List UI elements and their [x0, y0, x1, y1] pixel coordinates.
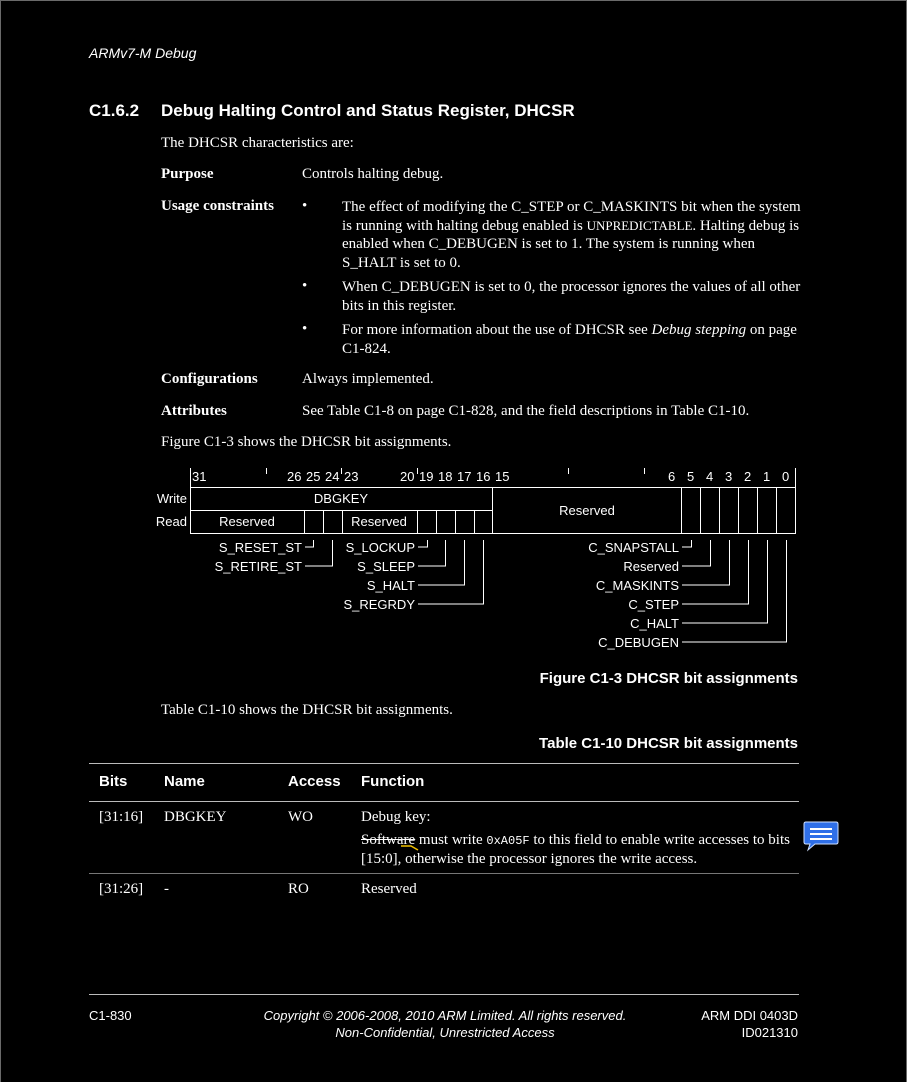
footer-issue: ID021310: [741, 1025, 798, 1040]
label-s-reset-st: S_RESET_ST: [218, 540, 302, 555]
bullet-1: •: [302, 198, 308, 214]
row1-function-title: Debug key:: [361, 809, 431, 825]
row2-access: RO: [288, 881, 309, 897]
table-reference: Table C1-10 shows the DHCSR bit assignments.: [161, 702, 453, 718]
label-c-debugen: C_DEBUGEN: [598, 635, 679, 650]
bit-num-25: 25: [306, 469, 321, 484]
label-c-step: C_STEP: [628, 597, 679, 612]
struck-word: Software: [361, 832, 416, 848]
row2-name: -: [164, 881, 169, 897]
running-header: ARMv7-M Debug: [89, 45, 197, 61]
row2-bits: [31:26]: [99, 881, 144, 897]
attributes-label: Attributes: [161, 403, 227, 419]
footer-copyright: Copyright © 2006-2008, 2010 ARM Limited. All rights reserved.: [263, 1008, 627, 1023]
bit-num-16: 16: [476, 469, 491, 484]
bullet-3: •: [302, 321, 308, 337]
label-s-regrdy: S_REGRDY: [343, 597, 415, 612]
read-row-label: Read: [155, 514, 187, 529]
label-c-snapstall: C_SNAPSTALL: [588, 540, 679, 555]
label-c-maskints: C_MASKINTS: [595, 578, 679, 593]
footer-access: Non-Confidential, Unrestricted Access: [335, 1025, 555, 1040]
row1-name: DBGKEY: [164, 809, 227, 825]
table-caption: Table C1-10 DHCSR bit assignments: [539, 735, 798, 752]
footer-doc-id: ARM DDI 0403D: [701, 1008, 798, 1023]
debug-stepping-link[interactable]: Debug stepping: [651, 322, 747, 338]
bit-num-1: 1: [763, 469, 771, 484]
col-header-access: Access: [288, 773, 341, 790]
reserved-15-6: Reserved: [559, 503, 615, 518]
footer-rule: [89, 994, 799, 995]
bit-num-6: 6: [668, 469, 676, 484]
usage-bullet-2: When C_DEBUGEN is set to 0, the processor ignores the values of all other bits in this register.: [342, 279, 801, 314]
col-header-bits: Bits: [99, 773, 128, 790]
row2-function: Reserved: [361, 881, 417, 897]
bit-num-3: 3: [725, 469, 733, 484]
section-number: C1.6.2: [89, 101, 140, 120]
bit-num-18: 18: [438, 469, 453, 484]
bit-num-15: 15: [495, 469, 510, 484]
usage-label: Usage constraints: [161, 198, 274, 214]
write-row-label: Write: [156, 491, 187, 506]
figure-reference: Figure C1-3 shows the DHCSR bit assignments.: [161, 434, 452, 450]
col-header-function: Function: [361, 773, 425, 790]
bit-num-4: 4: [706, 469, 714, 484]
bit-num-23: 23: [344, 469, 359, 484]
row1-access: WO: [288, 809, 313, 825]
row-divider: [89, 873, 799, 874]
bit-num-0: 0: [782, 469, 790, 484]
label-s-retire-st: S_RETIRE_ST: [214, 559, 302, 574]
row1-function-text: Software must write 0xA05F to this field to enable write accesses to bits [15:0], otherwise the processor ignores the write access.: [361, 832, 790, 867]
section-intro: The DHCSR characteristics are:: [161, 135, 354, 151]
dbgkey-field: DBGKEY: [313, 491, 369, 506]
attributes-value: See Table C1-8 on page C1-828, and the field descriptions in Table C1-10.: [302, 403, 750, 419]
label-s-halt: S_HALT: [366, 578, 415, 593]
reserved-31-26: Reserved: [219, 514, 275, 529]
bit-num-5: 5: [687, 469, 695, 484]
bit-num-17: 17: [457, 469, 472, 484]
bit-num-24: 24: [325, 469, 340, 484]
usage-bullet-1: The effect of modifying the C_STEP or C_MASKINTS bit when the system is running with halting debug enabled is UNPREDICTABLE. Halting debug is enabled when C_DEBUGEN is set to 1. The system is running when S_HALT is set to 0.: [342, 199, 801, 271]
label-s-sleep: S_SLEEP: [357, 559, 415, 574]
bit-num-20: 20: [400, 469, 415, 484]
figure-caption: Figure C1-3 DHCSR bit assignments: [539, 670, 798, 687]
purpose-value: Controls halting debug.: [302, 166, 444, 182]
config-value: Always implemented.: [302, 371, 434, 387]
row1-bits: [31:16]: [99, 809, 144, 825]
usage-bullet-3: For more information about the use of DHCSR see Debug stepping on page C1-824.: [342, 322, 797, 357]
config-label: Configurations: [161, 371, 258, 387]
bullet-2: •: [302, 278, 308, 294]
label-reserved-bit4: Reserved: [623, 559, 679, 574]
purpose-label: Purpose: [161, 166, 214, 182]
bit-num-2: 2: [744, 469, 752, 484]
footer-page-number: C1-830: [89, 1008, 132, 1023]
comment-icon[interactable]: [803, 820, 839, 852]
label-c-halt: C_HALT: [630, 616, 679, 631]
bit-num-26: 26: [287, 469, 302, 484]
col-header-name: Name: [164, 773, 205, 790]
bit-num-19: 19: [419, 469, 434, 484]
bit-num-31: 31: [192, 469, 207, 484]
section-title: Debug Halting Control and Status Register, DHCSR: [161, 101, 575, 120]
reserved-23-20: Reserved: [351, 514, 407, 529]
label-s-lockup: S_LOCKUP: [345, 540, 415, 555]
